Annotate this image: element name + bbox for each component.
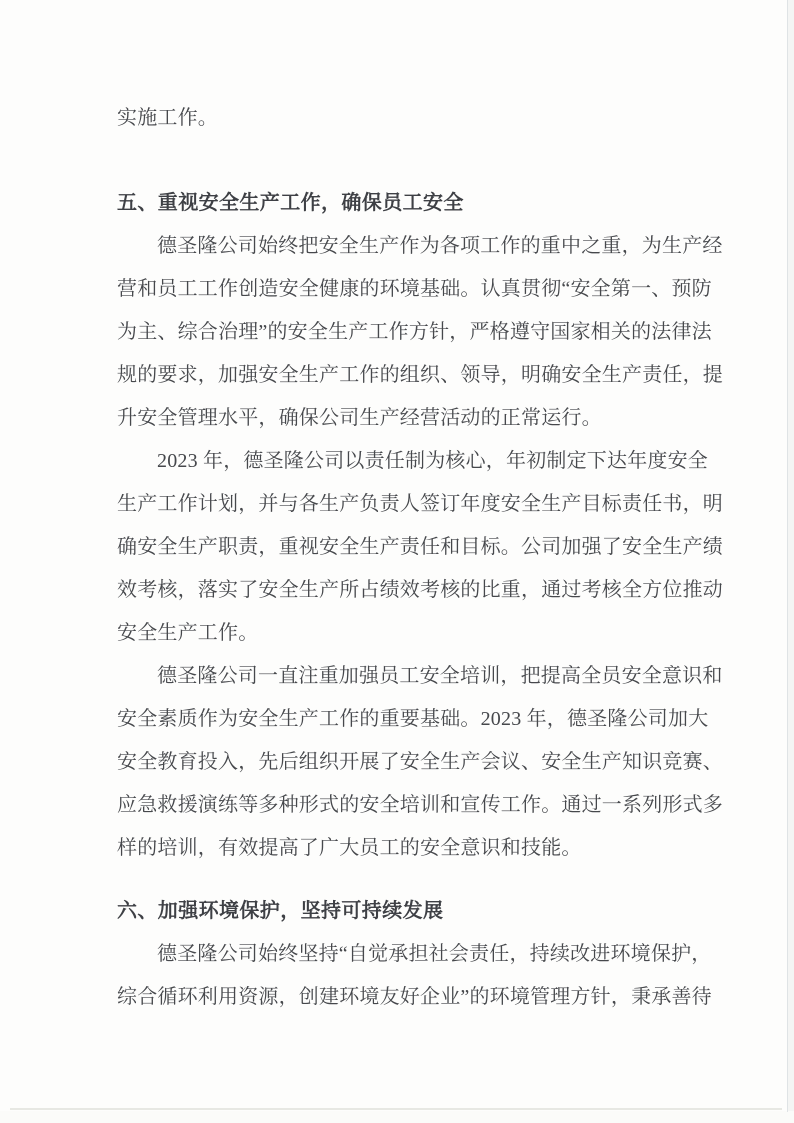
page-edge-shadow-right [787,0,788,1112]
text-line: 安全生产工作。 [117,622,259,644]
text-line: 2023 年，德圣隆公司以责任制为核心，年初制定下达年度安全 [157,450,708,472]
page-edge-bottom-strip [0,1111,794,1123]
text-line: 效考核，落实了安全生产所占绩效考核的比重，通过考核全方位推动 [117,579,723,601]
text-line: 确安全生产职责，重视安全生产责任和目标。公司加强了安全生产绩 [117,536,723,558]
text-line: 德圣隆公司始终坚持“自觉承担社会责任，持续改进环境保护， [157,943,712,965]
page-edge-shadow-bottom [10,1108,782,1110]
intro-carryover-line: 实施工作。 [117,107,218,129]
text-line: 生产工作计划，并与各生产负责人签订年度安全生产目标责任书，明 [117,493,723,515]
section-5-heading: 五、重视安全生产工作，确保员工安全 [117,192,464,214]
text-line: 规的要求，加强安全生产工作的组织、领导，明确安全生产责任，提 [117,364,723,386]
section-6-heading: 六、加强环境保护，坚持可持续发展 [117,900,444,922]
text-line: 应急救援演练等多种形式的安全培训和宣传工作。通过一系列形式多 [117,794,723,816]
text-line: 为主、综合治理”的安全生产工作方针，严格遵守国家相关的法律法 [117,321,712,343]
text-line: 营和员工工作创造安全健康的环境基础。认真贯彻“安全第一、预防 [117,278,712,300]
text-line: 德圣隆公司始终把安全生产作为各项工作的重中之重，为生产经 [157,235,723,257]
text-line: 样的培训，有效提高了广大员工的安全意识和技能。 [117,837,582,859]
page-edge-right-strip [788,0,794,1123]
text-line: 安全素质作为安全生产工作的重要基础。2023 年，德圣隆公司加大 [117,708,709,730]
text-line: 德圣隆公司一直注重加强员工安全培训，把提高全员安全意识和 [157,665,723,687]
text-line: 安全教育投入，先后组织开展了安全生产会议、安全生产知识竞赛、 [117,751,723,773]
text-line: 升安全管理水平，确保公司生产经营活动的正常运行。 [117,407,602,429]
document-content [117,97,723,1019]
text-line: 综合循环利用资源，创建环境友好企业”的环境管理方针，秉承善待 [117,986,712,1008]
